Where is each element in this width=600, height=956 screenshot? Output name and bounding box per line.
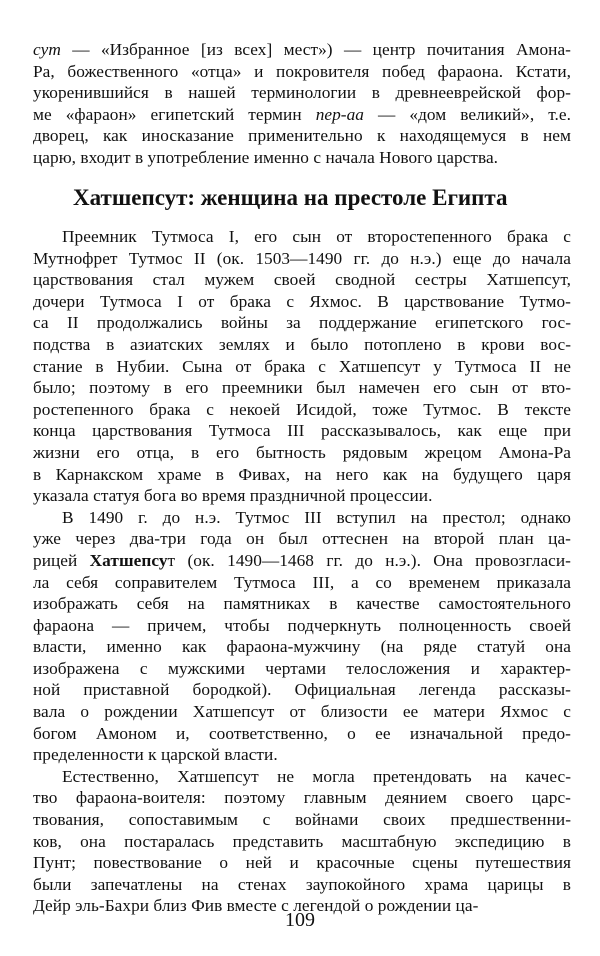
text-run: тво фараона-воителя: поэтому главным деянием своего царс-	[33, 788, 571, 808]
text-line	[33, 787, 571, 809]
text-run: фараона — причем, чтобы подчеркнуть полноценность своей	[33, 615, 571, 635]
text-run: вала о рождении Хатшепсут от близости ее матери Яхмос с	[33, 702, 571, 722]
text-block-main	[33, 226, 571, 917]
page-number: 109	[285, 909, 315, 931]
text-line	[33, 420, 571, 442]
text-block-top	[33, 39, 571, 169]
text-line	[33, 334, 571, 356]
text-line	[33, 39, 571, 61]
text-line	[33, 744, 571, 766]
text-line	[33, 104, 571, 126]
text-run: — «Избранное [из всех] мест») — центр почитания Амона-	[60, 40, 571, 59]
text-run: ме «фараон» египетский термин	[33, 104, 316, 124]
text-line	[33, 61, 571, 83]
text-line	[33, 82, 571, 104]
text-run: Естественно, Хатшепсут не могла претендовать на качес-	[62, 766, 571, 786]
text-run: рицей	[33, 550, 90, 570]
text-line	[33, 593, 571, 615]
text-line	[33, 147, 571, 169]
text-line	[33, 507, 571, 529]
text-run: в Карнакском храме в Фивах, на него как на будущего царя	[33, 464, 571, 484]
text-run: В 1490 г. до н.э. Тутмос III вступил на престол; однако	[62, 507, 571, 527]
text-run: указала статуя бога во время праздничной процессии.	[33, 486, 433, 506]
text-run: конца царствования Тутмоса III рассказывалось, как еще при	[33, 421, 571, 441]
text-line	[33, 874, 571, 896]
text-line	[33, 723, 571, 745]
text-run: были запечатлены на стенах заупокойного храма царицы в	[33, 874, 571, 894]
text-run: т (ок. 1490—1468 гг. до н.э.). Она провозгласи-	[167, 550, 571, 570]
text-run: дворец, как иносказание применительно к находящемуся в нем	[33, 126, 571, 146]
text-line	[33, 550, 571, 572]
text-run: укоренившийся в нашей терминологии в древнееврейской фор-	[33, 83, 571, 103]
text-run: ростепенного брака с некоей Исидой, тоже Тутмос. В тексте	[33, 399, 571, 419]
text-line	[33, 528, 571, 550]
italic-term: сут	[33, 40, 61, 59]
text-line	[33, 831, 571, 853]
text-line	[33, 291, 571, 313]
text-run: дочери Тутмоса I от брака с Яхмос. В царствование Тутмо-	[33, 291, 571, 311]
text-line	[33, 615, 571, 637]
text-line	[33, 125, 571, 147]
text-line	[33, 636, 571, 658]
text-run: Пунт; повествование о ней и красочные сцены путешествия	[33, 853, 571, 873]
text-line	[33, 248, 571, 270]
text-run: Ра, божественного «отца» и покровителя побед фараона. Кстати,	[33, 61, 571, 81]
paragraph	[33, 766, 571, 917]
text-run: — «дом великий», т.е.	[363, 104, 571, 124]
text-run: ков, она постаралась представить масштабную экспедицию в	[33, 831, 571, 851]
text-line	[33, 701, 571, 723]
text-line	[33, 399, 571, 421]
text-line	[33, 809, 571, 831]
paragraph	[33, 507, 571, 766]
text-line	[33, 572, 571, 594]
text-run: царю, входит в употребление именно с начала Нового царства.	[33, 147, 499, 167]
text-line	[33, 377, 571, 399]
text-line	[33, 766, 571, 788]
paragraph	[33, 226, 571, 507]
text-run: богом Амоном и, соответственно, о ее изначальной предо-	[33, 723, 571, 743]
text-run: твования, сопоставимым с войнами своих предшественни-	[33, 810, 571, 830]
text-line	[33, 485, 571, 507]
text-run: изображать себя на памятниках в качестве самостоятельного	[33, 594, 571, 614]
paragraph	[33, 39, 571, 169]
text-run: подства в азиатских землях и было потоплено в крови вос-	[33, 334, 571, 354]
text-run: жизни его отца, в его бытность рядовым жрецом Амона-Ра	[33, 442, 571, 462]
text-line	[33, 312, 571, 334]
text-run: уже через два-три года он был оттеснен на второй план ца-	[33, 529, 571, 549]
text-run: Дейр эль-Бахри близ Фив вместе с легендой о рождении ца-	[33, 896, 479, 916]
text-run: Преемник Тутмоса I, его сын от второстепенного брака с	[62, 227, 571, 246]
text-run: власти, именно как фараона-мужчину (на ряде статуй она	[33, 637, 571, 657]
text-line	[33, 658, 571, 680]
text-run: са II продолжались войны за поддержание египетского гос-	[33, 313, 571, 333]
text-run: изображена с мужскими чертами телосложения и характер-	[33, 658, 571, 678]
text-run: пределенности к царской власти.	[33, 745, 278, 765]
text-line	[33, 852, 571, 874]
text-run: стание в Нубии. Сына от брака с Хатшепсут у Тутмоса II не	[33, 356, 571, 376]
text-run: Мутнофрет Тутмос II (ок. 1503—1490 гг. до н.э.) еще до начала	[33, 248, 571, 268]
text-run: царствования стал мужем своей сводной сестры Хатшепсут,	[33, 270, 571, 290]
bold-name: Хатшепсу	[89, 550, 168, 570]
text-line	[33, 226, 571, 248]
text-run: было; поэтому в его преемники был намечен его сын от вто-	[33, 378, 571, 398]
text-line	[33, 442, 571, 464]
text-line	[33, 356, 571, 378]
text-run: ла себя соправителем Тутмоса III, а со временем приказала	[33, 572, 571, 592]
text-line	[33, 269, 571, 291]
text-line	[33, 679, 571, 701]
text-line	[33, 464, 571, 486]
section-heading: Хатшепсут: женщина на престоле Египта	[73, 185, 508, 210]
italic-term: пер-аа	[315, 104, 364, 124]
text-run: ной приставной бородкой). Официальная легенда рассказы-	[33, 680, 571, 700]
